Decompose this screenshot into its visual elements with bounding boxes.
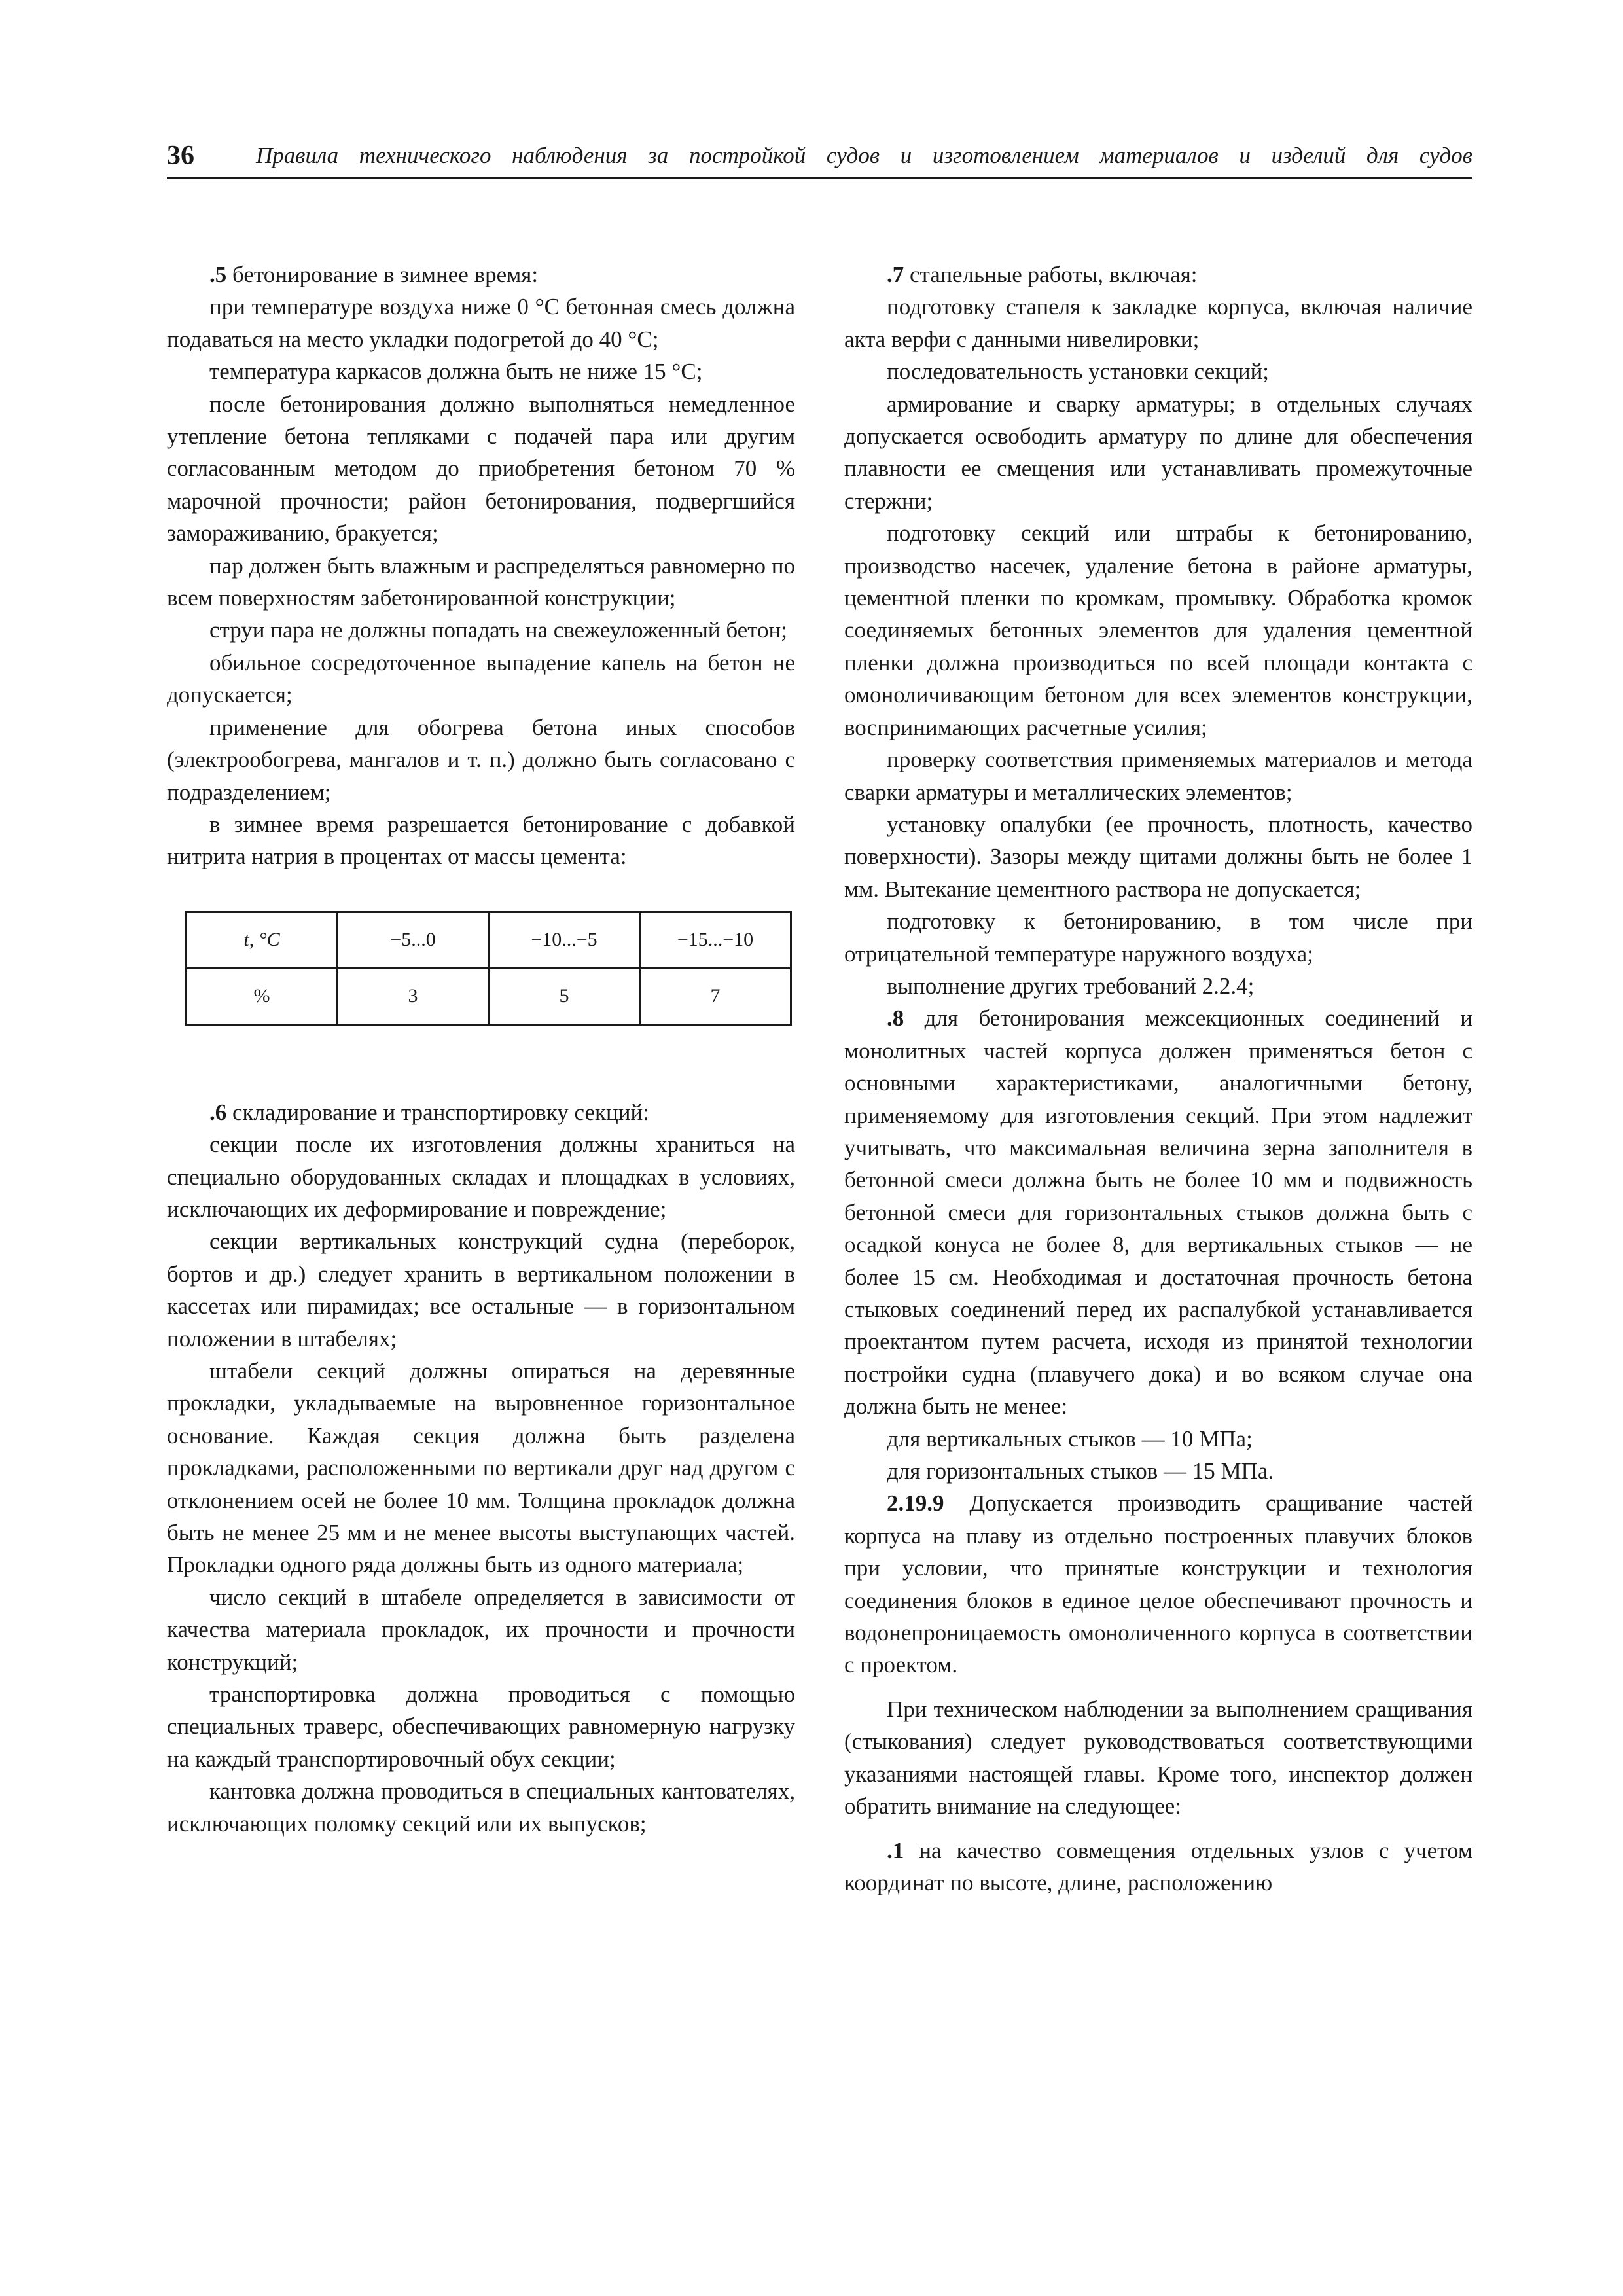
- item-5-para: при температуре воздуха ниже 0 °С бетонная смесь должна подаваться на место укладки подогретой до 40 °С;: [167, 294, 795, 352]
- item-7-para: армирование и сварку арматуры; в отдельных случаях допускается освободить арматуру по длине для обеспечения плавности ее смещения или устанавливать промежуточные стержни;: [844, 391, 1472, 514]
- page-number: 36: [167, 141, 194, 171]
- item-5-para: в зимнее время разрешается бетонирование с добавкой нитрита натрия в процентах от массы цемента:: [167, 811, 795, 870]
- table-cell: 3: [338, 968, 489, 1024]
- item-7-para: подготовку к бетонированию, в том числе при отрицательной температуре наружного воздуха;: [844, 908, 1472, 967]
- item-7-para: подготовку секций или штрабы к бетонированию, производство насечек, удаление бетона в районе арматуры, цементной пленки по кромкам, промывку. Обработка кромок соединяемых бетонных элементов для удаления цементной пленки должна производиться по всей площади контакта с омоноличивающим бетоном для всех элементов конструкции, воспринимающих расчетные усилия;: [844, 520, 1472, 740]
- item-6-para: секции вертикальных конструкций судна (переборок, бортов и др.) следует хранить в вертикальном положении в кассетах или пирамидах; все остальные — в горизонтальном положении в штабелях;: [167, 1229, 795, 1352]
- sodium-nitrite-table: [185, 911, 792, 1026]
- table-cell: %: [187, 968, 338, 1024]
- item-5-heading: [167, 259, 795, 291]
- item-6-para: кантовка должна проводиться в специальных кантователях, исключающих поломку секций или их выпусков;: [167, 1778, 795, 1837]
- item-5-para: после бетонирования должно выполняться немедленное утепление бетона тепляками с подачей пара или другим согласованным методом до приобретения бетоном 70 % марочной прочности; район бетонирования, подвергшийся замораживанию, бракуется;: [167, 391, 795, 547]
- item-7-para: подготовку стапеля к закладке корпуса, включая наличие акта верфи с данными нивелировки;: [844, 294, 1472, 352]
- table-cell: t, °С: [187, 912, 338, 968]
- table-cell: −5...0: [338, 912, 489, 968]
- section-text: Допускается производить сращивание частей корпуса на плаву из отдельно построенных плавучих блоков при условии, что принятые конструкции и технология соединения блоков в единое целое обеспечивают прочность и водонепроницаемость омоноличенного корпуса в соответствии с проектом.: [844, 1490, 1472, 1678]
- item-1-text: на качество совмещения отдельных узлов с учетом координат по высоте, длине, расположению: [844, 1837, 1472, 1895]
- item-6-para: число секций в штабеле определяется в зависимости от качества материала прокладок, их прочности и прочности конструкций;: [167, 1584, 795, 1675]
- item-8-number: .8: [887, 1005, 904, 1031]
- item-5-para: пар должен быть влажным и распределяться равномерно по всем поверхностям забетонированной конструкции;: [167, 552, 795, 611]
- item-7-para: проверку соответствия применяемых материалов и метода сварки арматуры и металлических элементов;: [844, 747, 1472, 805]
- item-7-heading: [844, 259, 1472, 291]
- left-column: [167, 259, 795, 1840]
- item-5-number: .5: [209, 262, 227, 287]
- table-cell: 7: [640, 968, 791, 1024]
- item-6-title: складирование и транспортировку секций:: [226, 1099, 649, 1125]
- inspection-para: При техническом наблюдении за выполнением сращивания (стыкования) следует руководствоваться соответствующими указаниями настоящей главы. Кроме того, инспектор должен обратить внимание на следующее:: [844, 1696, 1472, 1820]
- item-6-para: штабели секций должны опираться на деревянные прокладки, укладываемые на выровненное горизонтальное основание. Каждая секция должна быть разделена прокладками, расположенными по вертикали друг над другом с отклонением осей не более 10 мм. Толщина прокладок должна быть не менее 25 мм и не менее высоты выступающих частей. Прокладки одного ряда должны быть из одного материала;: [167, 1357, 795, 1578]
- item-6-para: секции после их изготовления должны храниться на специально оборудованных складах и площадках в условиях, исключающих их деформирование и повреждение;: [167, 1132, 795, 1222]
- item-6-para: транспортировка должна проводиться с помощью специальных траверс, обеспечивающих равномерную нагрузку на каждый транспортировочный обух секции;: [167, 1681, 795, 1772]
- item-5-para: применение для обогрева бетона иных способов (электрообогрева, мангалов и т. п.) должно быть согласовано с подразделением;: [167, 714, 795, 805]
- item-5-title: бетонирование в зимнее время:: [226, 262, 539, 287]
- item-8-strength: для вертикальных стыков — 10 МПа;: [887, 1426, 1253, 1452]
- item-5-para: струи пара не должны попадать на свежеуложенный бетон;: [209, 617, 787, 643]
- table-cell: −15...−10: [640, 912, 791, 968]
- item-1-para: [844, 1835, 1472, 1899]
- table-row: [187, 968, 791, 1024]
- section-2-19-9: [844, 1487, 1472, 1681]
- item-5-para: обильное сосредоточенное выпадение капель на бетон не допускается;: [167, 649, 795, 708]
- running-title: Правила технического наблюдения за постройкой судов и изготовлением материалов и изделий для судов: [256, 143, 1472, 168]
- table-cell: −10...−5: [489, 912, 640, 968]
- item-7-para: последовательность установки секций;: [887, 359, 1270, 385]
- item-6-number: .6: [209, 1099, 227, 1125]
- table-header-row: [187, 912, 791, 968]
- section-number: 2.19.9: [887, 1490, 944, 1516]
- item-7-title: стапельные работы, включая:: [904, 262, 1198, 287]
- item-7-para: установку опалубки (ее прочность, плотность, качество поверхности). Зазоры между щитами должны быть не более 1 мм. Вытекание цементного раствора не допускается;: [844, 811, 1472, 902]
- page-header: [167, 139, 1472, 179]
- item-8-strength: для горизонтальных стыков — 15 МПа.: [887, 1458, 1274, 1484]
- item-7-para: выполнение других требований 2.2.4;: [887, 973, 1255, 999]
- item-1-number: .1: [887, 1837, 904, 1863]
- item-5-para: температура каркасов должна быть не ниже 15 °С;: [209, 359, 703, 385]
- item-7-number: .7: [887, 262, 904, 287]
- item-8-text: для бетонирования межсекционных соединений и монолитных частей корпуса должен применяться бетон с основными характеристиками, аналогичными бетону, применяемому для изготовления секций. При этом надлежит учитывать, что максимальная величина зерна заполнителя в бетонной смеси должна быть не более 10 мм и подвижность бетонной смеси для горизонтальных стыков должна быть с осадкой конуса не более 8, для вертикальных стыков — не более 15 см. Необходимая и достаточная прочность бетона стыковых соединений перед их распалубкой устанавливается проектантом путем расчета, исходя из принятой технологии постройки судна (плавучего дока) и во всяком случае она должна быть не менее:: [844, 1005, 1472, 1420]
- right-column: [844, 259, 1472, 1899]
- item-6-heading: [167, 1096, 795, 1128]
- table-cell: 5: [489, 968, 640, 1024]
- item-8-para: [844, 1002, 1472, 1422]
